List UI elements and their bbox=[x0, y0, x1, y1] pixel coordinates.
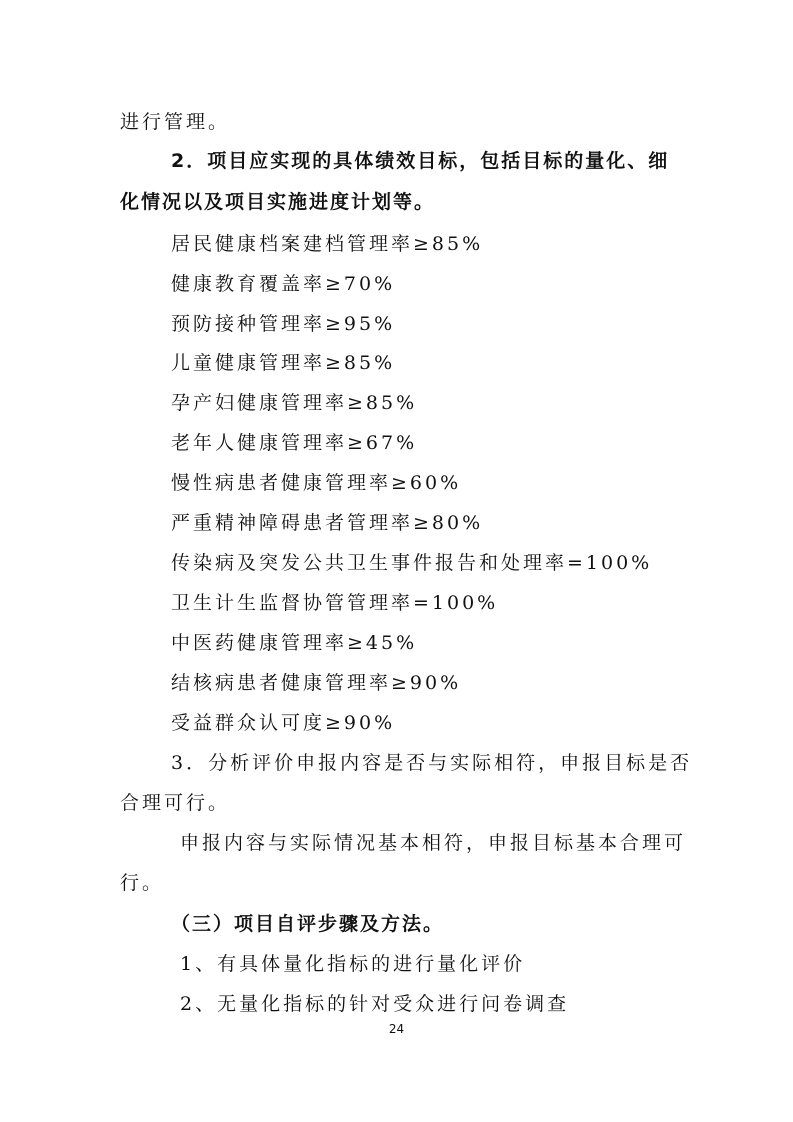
target-item: 老年人健康管理率≥67% bbox=[171, 432, 418, 454]
section-3-answer-line-2: 行。 bbox=[120, 872, 165, 894]
target-item: 受益群众认可度≥90% bbox=[171, 712, 396, 734]
paragraph-tail: 进行管理。 bbox=[120, 111, 231, 133]
target-item: 健康教育覆盖率≥70% bbox=[171, 273, 396, 295]
target-item: 居民健康档案建档管理率≥85% bbox=[171, 233, 484, 255]
target-item: 结核病患者健康管理率≥90% bbox=[171, 672, 462, 694]
target-item: 儿童健康管理率≥85% bbox=[171, 352, 396, 374]
target-item: 卫生计生监督协管管理率=100% bbox=[171, 592, 499, 614]
target-item: 预防接种管理率≥95% bbox=[171, 313, 396, 335]
method-step: 1、有具体量化指标的进行量化评价 bbox=[180, 953, 526, 975]
section-3-answer-line-1: 申报内容与实际情况基本相符，申报目标基本合理可 bbox=[180, 832, 687, 854]
subsection-heading: （三）项目自评步骤及方法。 bbox=[171, 913, 445, 935]
target-item: 中医药健康管理率≥45% bbox=[171, 632, 418, 654]
target-item: 严重精神障碍患者管理率≥80% bbox=[171, 512, 484, 534]
section-3-question-line-1: 3．分析评价申报内容是否与实际相符，申报目标是否 bbox=[171, 752, 693, 774]
section-2-heading-line-1: 2．项目应实现的具体绩效目标，包括目标的量化、细 bbox=[171, 150, 670, 172]
target-item: 传染病及突发公共卫生事件报告和处理率=100% bbox=[171, 552, 653, 574]
target-item: 慢性病患者健康管理率≥60% bbox=[171, 472, 462, 494]
method-step: 2、无量化指标的针对受众进行问卷调查 bbox=[180, 993, 570, 1015]
section-2-heading-line-2: 化情况以及项目实施进度计划等。 bbox=[120, 191, 436, 213]
target-item: 孕产妇健康管理率≥85% bbox=[171, 392, 418, 414]
page-number: 24 bbox=[388, 1022, 405, 1036]
section-3-question-line-2: 合理可行。 bbox=[120, 792, 231, 814]
